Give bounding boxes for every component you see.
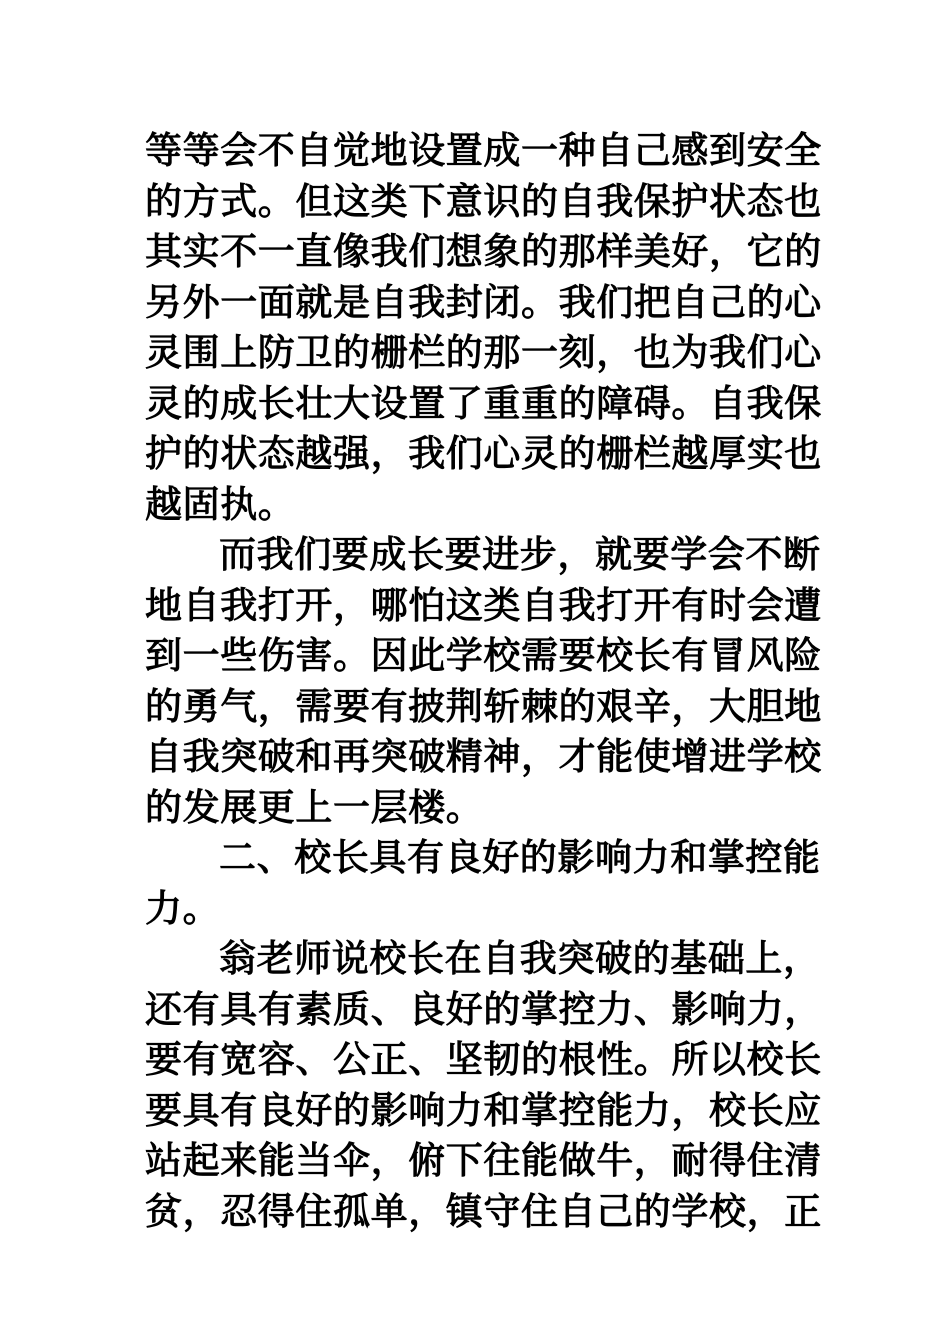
text-line: 还有具有素质、良好的掌控力、影响力， xyxy=(145,987,822,1031)
text-line: 的勇气，需要有披荆斩棘的艰辛，大胆地 xyxy=(145,684,822,728)
paragraph-start-line: 翁老师说校长在自我突破的基础上， xyxy=(219,937,821,980)
text-line: 护的状态越强，我们心灵的栅栏越厚实也 xyxy=(145,432,822,475)
text-line: 越固执。 xyxy=(145,482,296,526)
text-line: 要具有良好的影响力和掌控能力，校长应 xyxy=(145,1088,822,1132)
text-line: 地自我打开，哪怕这类自我打开有时会遭 xyxy=(145,583,822,627)
text-line: 自我突破和再突破精神，才能使增进学校 xyxy=(145,735,822,778)
text-line: 的发展更上一层楼。 xyxy=(145,785,484,829)
text-line: 等等会不自觉地设置成一种自己感到安全 xyxy=(145,129,822,172)
text-line: 贫，忍得住孤单，镇守住自己的学校，正 xyxy=(145,1189,822,1233)
body-text xyxy=(145,126,822,1237)
text-line: 另外一面就是自我封闭。我们把自己的心 xyxy=(145,280,822,324)
paragraph-start-line: 而我们要成长要进步，就要学会不断 xyxy=(219,533,821,576)
text-line: 到一些伤害。因此学校需要校长有冒风险 xyxy=(145,634,822,677)
text-line: 其实不一直像我们想象的那样美好，它的 xyxy=(145,230,822,273)
section-heading-line: 二、校长具有良好的影响力和掌控能 xyxy=(219,836,821,879)
text-line: 灵围上防卫的栅栏的那一刻，也为我们心 xyxy=(145,331,822,374)
text-line: 灵的成长壮大设置了重重的障碍。自我保 xyxy=(145,381,822,425)
section-heading-line: 力。 xyxy=(145,886,221,930)
text-line: 要有宽容、公正、坚韧的根性。所以校长 xyxy=(145,1038,822,1081)
text-line: 站起来能当伞，俯下往能做牛，耐得住清 xyxy=(145,1139,822,1182)
text-line: 的方式。但这类下意识的自我保护状态也 xyxy=(145,179,822,223)
